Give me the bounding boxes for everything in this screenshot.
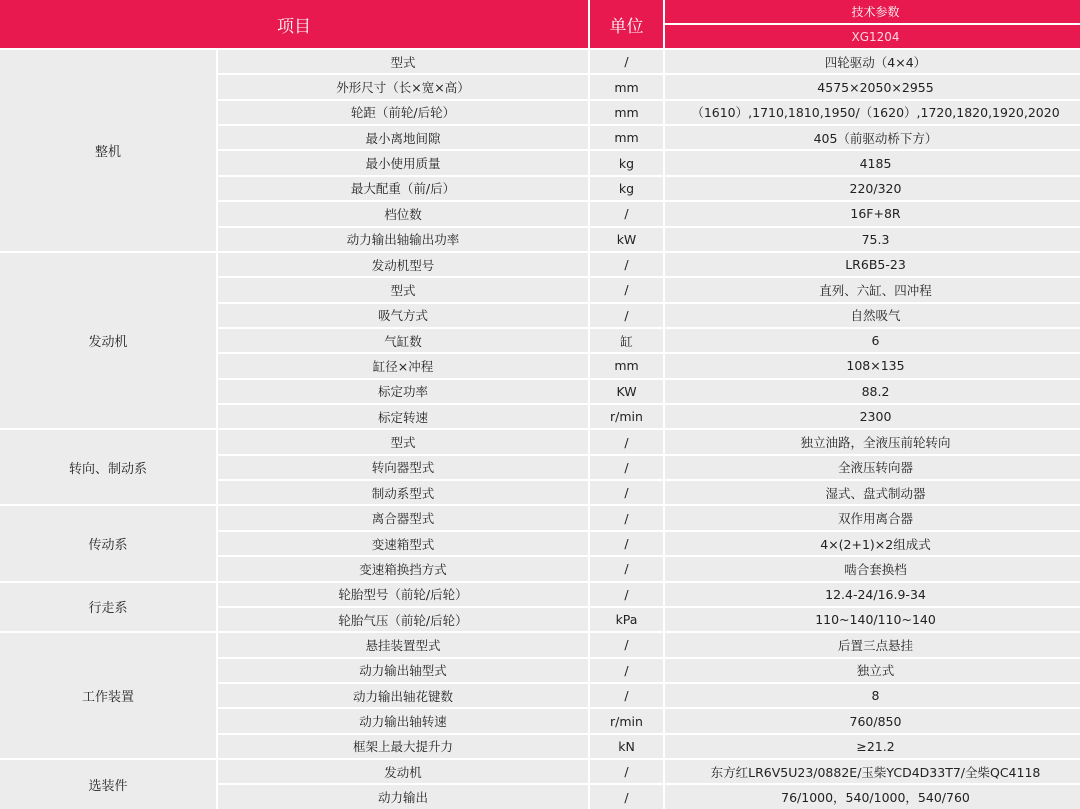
value-cell: 220/320 bbox=[665, 177, 1080, 200]
unit-cell: / bbox=[590, 50, 663, 73]
header-model: XG1204 bbox=[665, 25, 1080, 48]
group-label: 工作装置 bbox=[0, 633, 216, 758]
param-cell: 发动机型号 bbox=[218, 253, 588, 276]
value-cell: 自然吸气 bbox=[665, 304, 1080, 327]
value-cell: 108×135 bbox=[665, 354, 1080, 377]
value-cell: 独立油路，全液压前轮转向 bbox=[665, 430, 1080, 453]
unit-cell: kg bbox=[590, 151, 663, 174]
param-cell: 外形尺寸（长×宽×高） bbox=[218, 75, 588, 98]
param-cell: 制动系型式 bbox=[218, 481, 588, 504]
header-tech-params: 技术参数 bbox=[665, 0, 1080, 23]
group-label: 整机 bbox=[0, 50, 216, 251]
param-cell: 轮胎气压（前轮/后轮） bbox=[218, 608, 588, 631]
unit-cell: mm bbox=[590, 126, 663, 149]
param-cell: 最小离地间隙 bbox=[218, 126, 588, 149]
param-cell: 吸气方式 bbox=[218, 304, 588, 327]
param-cell: 轮距（前轮/后轮） bbox=[218, 101, 588, 124]
unit-cell: / bbox=[590, 430, 663, 453]
unit-cell: / bbox=[590, 253, 663, 276]
param-cell: 发动机 bbox=[218, 760, 588, 783]
param-cell: 转向器型式 bbox=[218, 456, 588, 479]
param-cell: 型式 bbox=[218, 278, 588, 301]
param-cell: 标定转速 bbox=[218, 405, 588, 428]
value-cell: 4×(2+1)×2组成式 bbox=[665, 532, 1080, 555]
param-cell: 动力输出 bbox=[218, 785, 588, 808]
unit-cell: r/min bbox=[590, 405, 663, 428]
param-cell: 标定功率 bbox=[218, 380, 588, 403]
param-cell: 动力输出轴转速 bbox=[218, 709, 588, 732]
value-cell: 110~140/110~140 bbox=[665, 608, 1080, 631]
param-cell: 动力输出轴花键数 bbox=[218, 684, 588, 707]
param-cell: 框架上最大提升力 bbox=[218, 735, 588, 758]
param-cell: 变速箱换挡方式 bbox=[218, 557, 588, 580]
value-cell: 2300 bbox=[665, 405, 1080, 428]
group-label: 选装件 bbox=[0, 760, 216, 809]
value-cell: LR6B5-23 bbox=[665, 253, 1080, 276]
param-cell: 悬挂装置型式 bbox=[218, 633, 588, 656]
value-cell: 全液压转向器 bbox=[665, 456, 1080, 479]
param-cell: 气缸数 bbox=[218, 329, 588, 352]
value-cell: 75.3 bbox=[665, 228, 1080, 251]
param-cell: 变速箱型式 bbox=[218, 532, 588, 555]
value-cell: 88.2 bbox=[665, 380, 1080, 403]
param-cell: 最大配重（前/后） bbox=[218, 177, 588, 200]
unit-cell: / bbox=[590, 785, 663, 808]
unit-cell: / bbox=[590, 659, 663, 682]
value-cell: 直列、六缸、四冲程 bbox=[665, 278, 1080, 301]
unit-cell: kg bbox=[590, 177, 663, 200]
param-cell: 离合器型式 bbox=[218, 506, 588, 529]
unit-cell: KW bbox=[590, 380, 663, 403]
unit-cell: kPa bbox=[590, 608, 663, 631]
value-cell: 4575×2050×2955 bbox=[665, 75, 1080, 98]
value-cell: 76/1000，540/1000，540/760 bbox=[665, 785, 1080, 808]
unit-cell: kN bbox=[590, 735, 663, 758]
value-cell: 后置三点悬挂 bbox=[665, 633, 1080, 656]
unit-cell: r/min bbox=[590, 709, 663, 732]
unit-cell: / bbox=[590, 760, 663, 783]
unit-cell: / bbox=[590, 583, 663, 606]
unit-cell: / bbox=[590, 481, 663, 504]
value-cell: 四轮驱动（4×4） bbox=[665, 50, 1080, 73]
group-label: 行走系 bbox=[0, 583, 216, 632]
unit-cell: / bbox=[590, 506, 663, 529]
group-label: 发动机 bbox=[0, 253, 216, 429]
unit-cell: / bbox=[590, 557, 663, 580]
unit-cell: / bbox=[590, 633, 663, 656]
param-cell: 型式 bbox=[218, 50, 588, 73]
param-cell: 动力输出轴型式 bbox=[218, 659, 588, 682]
param-cell: 档位数 bbox=[218, 202, 588, 225]
param-cell: 型式 bbox=[218, 430, 588, 453]
unit-cell: / bbox=[590, 304, 663, 327]
param-cell: 动力输出轴输出功率 bbox=[218, 228, 588, 251]
unit-cell: mm bbox=[590, 354, 663, 377]
unit-cell: / bbox=[590, 684, 663, 707]
unit-cell: / bbox=[590, 532, 663, 555]
param-cell: 最小使用质量 bbox=[218, 151, 588, 174]
value-cell: 760/850 bbox=[665, 709, 1080, 732]
unit-cell: / bbox=[590, 456, 663, 479]
unit-cell: / bbox=[590, 202, 663, 225]
value-cell: 8 bbox=[665, 684, 1080, 707]
unit-cell: mm bbox=[590, 75, 663, 98]
header-unit: 单位 bbox=[590, 0, 663, 48]
value-cell: 405（前驱动桥下方） bbox=[665, 126, 1080, 149]
param-cell: 缸径×冲程 bbox=[218, 354, 588, 377]
value-cell: 12.4-24/16.9-34 bbox=[665, 583, 1080, 606]
header-item: 项目 bbox=[0, 0, 588, 48]
value-cell: 6 bbox=[665, 329, 1080, 352]
unit-cell: 缸 bbox=[590, 329, 663, 352]
unit-cell: kW bbox=[590, 228, 663, 251]
group-label: 传动系 bbox=[0, 506, 216, 580]
value-cell: 啮合套换档 bbox=[665, 557, 1080, 580]
group-label: 转向、制动系 bbox=[0, 430, 216, 504]
value-cell: 16F+8R bbox=[665, 202, 1080, 225]
value-cell: 4185 bbox=[665, 151, 1080, 174]
value-cell: 湿式、盘式制动器 bbox=[665, 481, 1080, 504]
value-cell: ≥21.2 bbox=[665, 735, 1080, 758]
value-cell: 双作用离合器 bbox=[665, 506, 1080, 529]
value-cell: 东方红LR6V5U23/0882E/玉柴YCD4D33T7/全柴QC4118 bbox=[665, 760, 1080, 783]
param-cell: 轮胎型号（前轮/后轮） bbox=[218, 583, 588, 606]
value-cell: 独立式 bbox=[665, 659, 1080, 682]
unit-cell: / bbox=[590, 278, 663, 301]
value-cell: （1610）,1710,1810,1950/（1620）,1720,1820,1920,2020 bbox=[665, 101, 1080, 124]
unit-cell: mm bbox=[590, 101, 663, 124]
